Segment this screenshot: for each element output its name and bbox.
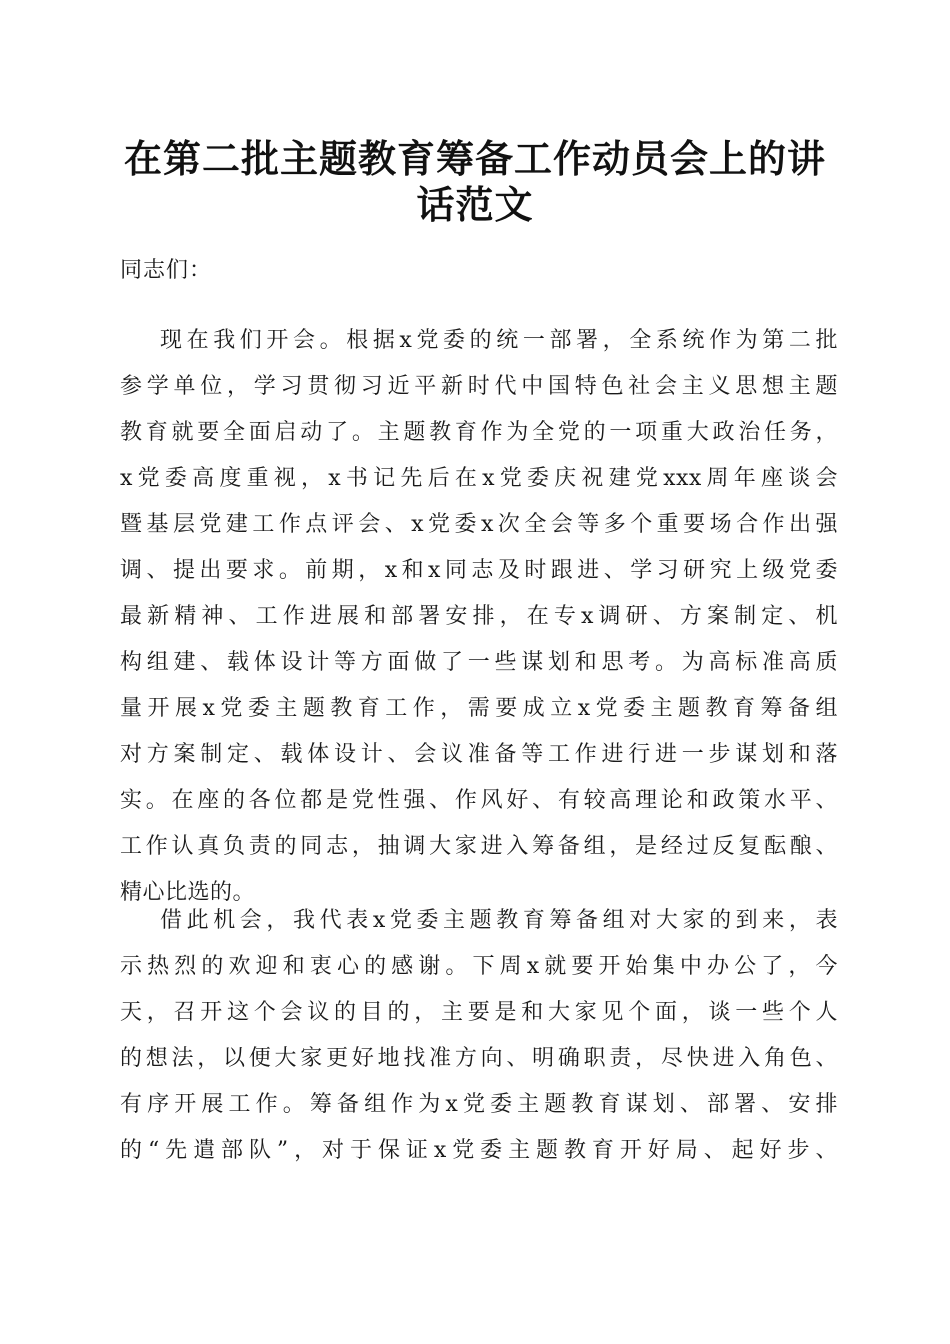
paragraph-line: 教育就要全面启动了。主题教育作为全党的一项重大政治任务， — [120, 420, 838, 445]
paragraph-line: 工作认真负责的同志，抽调大家进入筹备组，是经过反复酝酿、 — [120, 834, 838, 859]
paragraph-line: 精心比选的。 — [120, 880, 256, 905]
paragraph-1 — [120, 318, 838, 916]
paragraph-line: 构组建、载体设计等方面做了一些谋划和思考。为高标准高质 — [120, 650, 838, 675]
paragraph-line: 天，召开这个会议的目的，主要是和大家见个面，谈一些个人 — [120, 1000, 838, 1025]
paragraph-line: 有序开展工作。筹备组作为x党委主题教育谋划、部署、安排 — [120, 1092, 838, 1117]
paragraph-line: 示热烈的欢迎和衷心的感谢。下周x就要开始集中办公了，今 — [120, 954, 838, 979]
paragraph-2 — [120, 898, 838, 1174]
paragraph-line: 的“先遣部队”，对于保证x党委主题教育开好局、起好步、 — [120, 1138, 838, 1163]
paragraph-line: x党委高度重视，x书记先后在x党委庆祝建党xxx周年座谈会 — [120, 466, 838, 491]
paragraph-line: 借此机会，我代表x党委主题教育筹备组对大家的到来，表 — [160, 908, 838, 933]
paragraph-line: 的想法，以便大家更好地找准方向、明确职责，尽快进入角色、 — [120, 1046, 838, 1071]
salutation: 同志们： — [120, 258, 213, 283]
paragraph-line: 调、提出要求。前期，x和x同志及时跟进、学习研究上级党委 — [120, 558, 838, 583]
paragraph-line: 暨基层党建工作点评会、x党委x次全会等多个重要场合作出强 — [120, 512, 838, 537]
paragraph-line: 对方案制定、载体设计、会议准备等工作进行进一步谋划和落 — [120, 742, 838, 767]
paragraph-line: 量开展x党委主题教育工作，需要成立x党委主题教育筹备组 — [120, 696, 838, 721]
document-title: 在第二批主题教育筹备工作动员会上的讲话范文 — [123, 136, 826, 227]
paragraph-line: 现在我们开会。根据x党委的统一部署，全系统作为第二批 — [160, 328, 838, 353]
paragraph-line: 实。在座的各位都是党性强、作风好、有较高理论和政策水平、 — [120, 788, 838, 813]
paragraph-line: 参学单位，学习贯彻习近平新时代中国特色社会主义思想主题 — [120, 374, 838, 399]
paragraph-line: 最新精神、工作进展和部署安排，在专x调研、方案制定、机 — [120, 604, 838, 629]
